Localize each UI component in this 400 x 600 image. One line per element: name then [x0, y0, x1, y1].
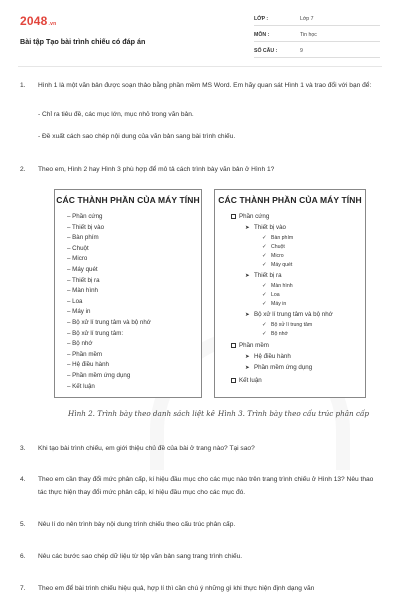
- hierarchy-item-level-1: [231, 342, 269, 349]
- list-item: – Micro: [67, 255, 88, 263]
- hierarchy-item-text: Máy quét: [271, 262, 293, 268]
- logo-tld: .vn: [48, 21, 57, 27]
- list-item: – Phần mềm ứng dụng: [67, 372, 131, 379]
- figure-3-caption: Hình 3. Trình bày theo cấu trúc phân cấp: [218, 409, 370, 418]
- hierarchy-item-level-3: [262, 244, 285, 250]
- hierarchy-item-text: Màn hình: [271, 283, 293, 289]
- question-text: Nêu các bước sao chép dữ liệu từ tệp văn bản sang trang trình chiếu.: [38, 553, 243, 560]
- list-item: – Hệ điều hành: [67, 361, 109, 369]
- question-text: Nêu lí do nên trình bày nội dung trình chiếu theo cấu trúc phân cấp.: [38, 521, 236, 528]
- question-text: Theo em để bài trình chiếu hiệu quả, hợp lí thì cần chú ý những gì khi thực hiện định dạng văn: [38, 585, 315, 592]
- question-number: 5.: [20, 521, 26, 528]
- hierarchy-item-text: Loa: [271, 292, 280, 298]
- hierarchy-item-text: Bộ xử lí trung tâm và bộ nhớ: [254, 311, 333, 318]
- meta-key: SỐ CÂU :: [254, 48, 278, 54]
- list-item: – Bộ xử lí trung tâm:: [67, 329, 124, 337]
- hierarchy-item-text: Thiết bị vào: [254, 224, 286, 231]
- checkbox-bullet-icon: [231, 343, 236, 348]
- question-text: Hình 1 là một văn bản được soạn thảo bằng phần mềm MS Word. Em hãy quan sát Hình 1 và trao đổi với bạn để:: [38, 82, 372, 89]
- question-number: 2.: [20, 166, 26, 173]
- question-number: 4.: [20, 476, 26, 483]
- hierarchy-item-text: Kết luận: [239, 377, 262, 384]
- hierarchy-item-level-3: [262, 253, 284, 259]
- question-number: 1.: [20, 82, 26, 89]
- list-item: – Bộ xử lí trung tâm và bộ nhớ: [67, 319, 151, 326]
- question-1-sub-2: - Đề xuất cách sao chép nội dung của văn bản sang bài trình chiếu.: [38, 133, 236, 140]
- meta-key: MÔN :: [254, 32, 270, 38]
- question-number: 6.: [20, 553, 26, 560]
- figure-2-list: [54, 189, 202, 398]
- figure-3-hierarchy: [214, 189, 366, 398]
- hierarchy-item-level-1: [231, 213, 269, 220]
- list-item: – Bộ nhớ: [67, 340, 93, 348]
- hierarchy-item-level-3: [262, 301, 286, 307]
- figure-title: CÁC THÀNH PHẦN CỦA MÁY TÍNH: [218, 195, 362, 205]
- list-item: – Máy quét: [67, 266, 98, 273]
- question-number: 3.: [20, 445, 26, 452]
- question-1: [18, 80, 382, 106]
- figure-2-caption: Hình 2. Trình bày theo danh sách liệt kê: [68, 409, 215, 418]
- check-bullet-icon: ✓: [262, 262, 267, 268]
- hierarchy-item-level-3: [262, 322, 312, 328]
- list-item: – Máy in: [67, 308, 91, 316]
- list-item: – Màn hình: [67, 287, 98, 295]
- list-item: – Chuột: [67, 244, 89, 252]
- meta-row-count: [254, 44, 380, 58]
- list-item: – Phần cứng: [67, 213, 103, 220]
- list-item: – Phần mềm: [67, 350, 103, 358]
- question-1-sub-1: - Chỉ ra tiêu đề, các mục lớn, mục nhỏ trong văn bản.: [38, 111, 194, 118]
- meta-row-subject: [254, 28, 380, 42]
- header: [18, 10, 382, 58]
- hierarchy-item-text: Máy in: [271, 301, 287, 307]
- site-logo[interactable]: [20, 14, 56, 28]
- page-title: Bài tập Tạo bài trình chiếu có đáp án: [20, 37, 146, 46]
- arrow-bullet-icon: ➤: [245, 354, 250, 360]
- hierarchy-item-text: Hệ điều hành: [254, 353, 291, 360]
- question-text: Khi tạo bài trình chiếu, em giới thiệu chủ đề của bài ở trang nào? Tại sao?: [38, 445, 255, 452]
- question-text: Theo em cần thay đổi mức phân cấp, kí hiệu đầu mục cho các mục nào trên trang trình chiếu ở Hình 13? Nêu thao tác thực hiện thay đổi mức phân cấp, kí hiệu đầu mục cho các mục đó.: [38, 476, 374, 496]
- question-3: [18, 443, 382, 457]
- check-bullet-icon: ✓: [262, 331, 267, 337]
- arrow-bullet-icon: ➤: [245, 273, 250, 279]
- hierarchy-item-level-2: [245, 224, 286, 231]
- figure-title: CÁC THÀNH PHẦN CỦA MÁY TÍNH: [56, 195, 200, 205]
- hierarchy-item-text: Bộ xử lí trung tâm: [271, 322, 313, 328]
- hierarchy-item-text: Thiết bị ra: [254, 272, 282, 279]
- question-text: Theo em, Hình 2 hay Hình 3 phù hợp để mô tả cách trình bày văn bản ở Hình 1?: [38, 166, 275, 173]
- hierarchy-item-text: Phần cứng: [239, 213, 270, 220]
- hierarchy-item-text: Micro: [271, 253, 284, 259]
- hierarchy-item-level-3: [262, 283, 293, 289]
- question-2: [18, 164, 382, 178]
- hierarchy-item-text: Phần mềm: [239, 342, 269, 349]
- check-bullet-icon: ✓: [262, 235, 267, 241]
- question-number: 7.: [20, 585, 26, 592]
- check-bullet-icon: ✓: [262, 283, 267, 289]
- hierarchy-item-level-2: [245, 272, 282, 279]
- question-6: [18, 551, 382, 565]
- list-item: – Kết luận: [67, 382, 95, 390]
- check-bullet-icon: ✓: [262, 253, 267, 259]
- hierarchy-item-level-3: [262, 235, 293, 241]
- hierarchy-item-level-2: [245, 353, 291, 360]
- meta-row-class: [254, 12, 380, 26]
- checkbox-bullet-icon: [231, 214, 236, 219]
- list-item: – Thiết bị vào: [67, 223, 105, 231]
- hierarchy-item-level-2: [245, 364, 312, 371]
- check-bullet-icon: ✓: [262, 322, 267, 328]
- hierarchy-item-level-1: [231, 377, 262, 384]
- arrow-bullet-icon: ➤: [245, 225, 250, 231]
- arrow-bullet-icon: ➤: [245, 312, 250, 318]
- question-5: [18, 519, 382, 533]
- logo-text: 2048: [20, 14, 48, 28]
- check-bullet-icon: ✓: [262, 244, 267, 250]
- list-item: – Thiết bị ra: [67, 276, 100, 284]
- hierarchy-item-level-2: [245, 311, 333, 318]
- hierarchy-item-text: Bàn phím: [271, 235, 294, 241]
- question-4: [18, 474, 382, 500]
- check-bullet-icon: ✓: [262, 301, 267, 307]
- meta-value: 9: [300, 48, 303, 54]
- question-7: [18, 583, 382, 597]
- hierarchy-item-text: Chuột: [271, 244, 285, 250]
- arrow-bullet-icon: ➤: [245, 365, 250, 371]
- list-item: – Loa: [67, 297, 83, 305]
- hierarchy-item-level-3: [262, 262, 292, 268]
- check-bullet-icon: ✓: [262, 292, 267, 298]
- meta-value: Tin học: [300, 32, 317, 38]
- hierarchy-item-text: Phần mềm ứng dụng: [254, 364, 313, 371]
- header-divider: [18, 66, 382, 67]
- list-item: – Bàn phím: [67, 234, 99, 242]
- hierarchy-item-level-3: [262, 292, 280, 298]
- meta-key: LỚP :: [254, 16, 269, 22]
- hierarchy-item-text: Bộ nhớ: [271, 331, 288, 337]
- hierarchy-item-level-3: [262, 331, 288, 337]
- checkbox-bullet-icon: [231, 378, 236, 383]
- meta-value: Lớp 7: [300, 16, 314, 22]
